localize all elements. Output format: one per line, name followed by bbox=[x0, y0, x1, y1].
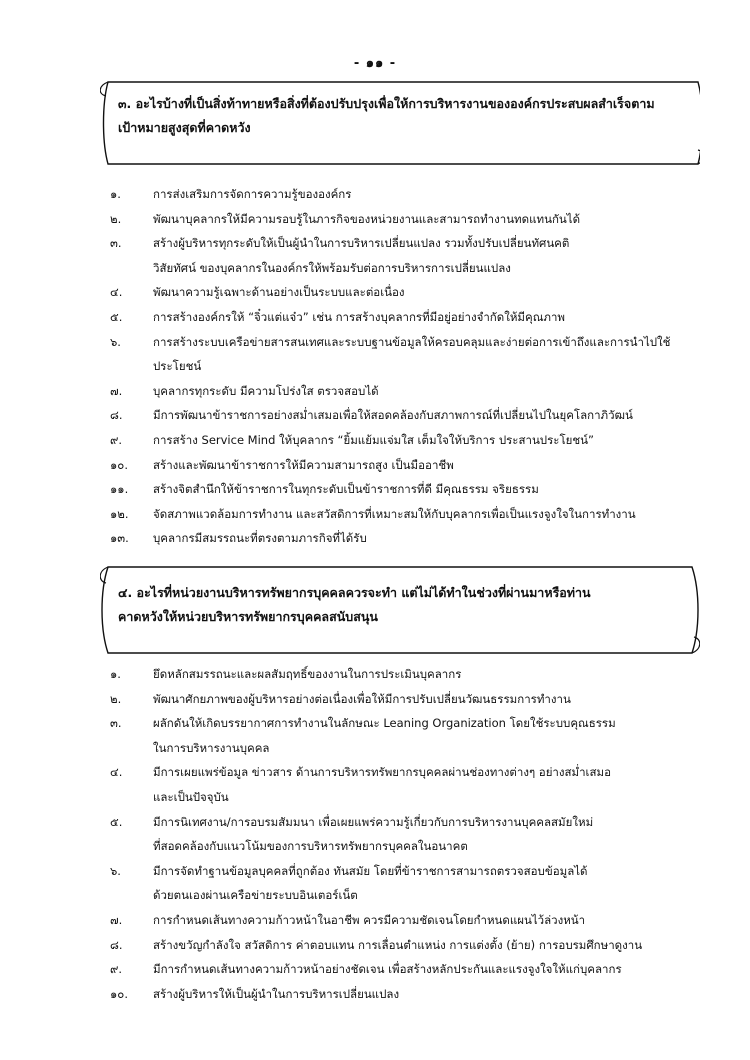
list-item bbox=[110, 526, 715, 551]
list-item bbox=[110, 207, 715, 232]
list-item bbox=[110, 662, 715, 687]
list-item bbox=[110, 687, 715, 712]
list-item bbox=[110, 859, 715, 908]
section3-heading-line2: เป้าหมายสูงสุดที่คาดหวัง bbox=[118, 120, 251, 135]
item-number: ๑๐. bbox=[110, 986, 128, 1001]
list-item bbox=[110, 403, 715, 428]
item-text-line: การส่งเสริมการจัดการความรู้ขององค์กร bbox=[153, 187, 352, 201]
item-number: ๙. bbox=[110, 962, 123, 977]
item-text-line: พัฒนาศักยภาพของผู้บริหารอย่างต่อเนื่องเพื่อให้มีการปรับเปลี่ยนวัฒนธรรมการทำงาน bbox=[153, 691, 571, 706]
item-text-line: ในการบริหารงานบุคคล bbox=[153, 740, 270, 755]
list-item bbox=[110, 760, 715, 809]
item-text-line: สร้างขวัญกำลังใจ สวัสดิการ ค่าตอบแทน การเลื่อนตำแหน่ง การแต่งตั้ง (ย้าย) การอบรมศึกษาดูงาน bbox=[153, 937, 643, 952]
item-number: ๕. bbox=[110, 814, 123, 829]
item-number: ๑๓. bbox=[110, 531, 129, 546]
list-item bbox=[110, 711, 715, 760]
item-number: ๑. bbox=[110, 187, 121, 201]
item-text-line: ผลักดันให้เกิดบรรยากาศการทำงานในลักษณะ Leaning Organization โดยใช้ระบบคุณธรรม bbox=[153, 716, 616, 731]
list-item bbox=[110, 280, 715, 305]
list-item bbox=[110, 379, 715, 404]
section3-list bbox=[110, 182, 715, 551]
item-number: ๙. bbox=[110, 432, 123, 447]
item-number: ๖. bbox=[110, 334, 121, 349]
item-number: ๑๐. bbox=[110, 457, 128, 472]
list-item bbox=[110, 305, 715, 330]
page-number: - ๑๑ - bbox=[353, 56, 397, 71]
list-item bbox=[110, 330, 715, 379]
item-number: ๘. bbox=[110, 408, 123, 423]
item-text-line: มีการนิเทศงาน/การอบรมสัมมนา เพื่อเผยแพร่ความรู้เกี่ยวกับการบริหารงานบุคคลสมัยใหม่ bbox=[153, 814, 594, 829]
item-text-line: พัฒนาความรู้เฉพาะด้านอย่างเป็นระบบและต่อเนื่อง bbox=[153, 285, 405, 300]
list-item bbox=[110, 182, 715, 207]
list-item bbox=[110, 231, 715, 280]
item-number: ๑๑. bbox=[110, 482, 129, 497]
item-text-line: มีการกำหนดเส้นทางความก้าวหน้าอย่างชัดเจน เพื่อสร้างหลักประกันและแรงจูงใจให้แก่บุคลากร bbox=[153, 962, 622, 977]
section3-heading-line1: ๓. อะไรบ้างที่เป็นสิ่งท้าทายหรือสิ่งที่ต้องปรับปรุงเพื่อให้การบริหารงานขององค์กรประสบผลสำเร็จตาม bbox=[118, 96, 655, 111]
item-text-line: สร้างผู้บริหารทุกระดับให้เป็นผู้นำในการบริหารเปลี่ยนแปลง รวมทั้งปรับเปลี่ยนทัศนคติ bbox=[153, 236, 570, 251]
item-text-line: สร้างจิตสำนึกให้ข้าราชการในทุกระดับเป็นข้าราชการที่ดี มีคุณธรรม จริยธรรม bbox=[153, 482, 539, 497]
item-text-line: จัดสภาพแวดล้อมการทำงาน และสวัสดิการที่เหมาะสมให้กับบุคลากรเพื่อเป็นแรงจูงใจในการทำงาน bbox=[153, 506, 636, 521]
item-number: ๔. bbox=[110, 765, 123, 780]
section3-heading bbox=[118, 92, 688, 140]
item-number: ๘. bbox=[110, 937, 123, 952]
item-text-line: การสร้าง Service Mind ให้บุคลากร “ยิ้มแย้มแจ่มใส เต็มใจให้บริการ ประสานประโยชน์” bbox=[153, 432, 594, 447]
item-text-line: ด้วยตนเองผ่านเครือข่ายระบบอินเตอร์เน็ต bbox=[153, 888, 358, 903]
item-text-line: สร้างผู้บริหารให้เป็นผู้นำในการบริหารเปลี่ยนแปลง bbox=[153, 986, 400, 1001]
list-item bbox=[110, 453, 715, 478]
item-number: ๓. bbox=[110, 716, 122, 731]
section4-heading bbox=[118, 581, 688, 629]
item-text-line: มีการพัฒนาข้าราชการอย่างสม่ำเสมอเพื่อให้สอดคล้องกับสภาพการณ์ที่เปลี่ยนไปในยุคโลกาภิวัฒน์ bbox=[153, 408, 633, 423]
list-item bbox=[110, 428, 715, 453]
section4-heading-line2: คาดหวังให้หน่วยบริหารทรัพยากรบุคคลสนับสนุน bbox=[118, 609, 378, 624]
item-number: ๓. bbox=[110, 236, 122, 251]
item-text-line: พัฒนาบุคลากรให้มีความรอบรู้ในภารกิจของหน่วยงานและสามารถทำงานทดแทนกันได้ bbox=[153, 211, 581, 226]
section4-heading-line1: ๔. อะไรที่หน่วยงานบริหารทรัพยากรบุคคลควรจะทำ แต่ไม่ได้ทำในช่วงที่ผ่านมาหรือท่าน bbox=[118, 585, 591, 600]
section4-heading-box bbox=[100, 565, 700, 655]
list-item bbox=[110, 810, 715, 859]
list-item bbox=[110, 908, 715, 933]
item-text-line: สร้างและพัฒนาข้าราชการให้มีความสามารถสูง เป็นมืออาชีพ bbox=[153, 457, 454, 472]
item-number: ๗. bbox=[110, 383, 123, 398]
item-text-line: การสร้างองค์กรให้ “จิ๋วแต่แจ๋ว” เช่น การสร้างบุคลากรที่มีอยู่อย่างจำกัดให้มีคุณภาพ bbox=[153, 309, 565, 324]
item-text-line: มีการเผยแพร่ข้อมูล ข่าวสาร ด้านการบริหารทรัพยากรบุคคลผ่านช่องทางต่างๆ อย่างสม่ำเสมอ bbox=[153, 765, 611, 780]
list-item bbox=[110, 957, 715, 982]
item-text-line: การกำหนดเส้นทางความก้าวหน้าในอาชีพ ควรมีความชัดเจนโดยกำหนดแผนไว้ล่วงหน้า bbox=[153, 912, 586, 927]
item-text-line: และเป็นปัจจุบัน bbox=[153, 789, 229, 804]
item-number: ๒. bbox=[110, 691, 122, 706]
item-number: ๖. bbox=[110, 863, 121, 878]
item-text-line: การสร้างระบบเครือข่ายสารสนเทศและระบบฐานข้อมูลให้ครอบคลุมและง่ายต่อการเข้าถึงและการนำไปใช้ bbox=[153, 334, 671, 349]
item-number: ๗. bbox=[110, 912, 123, 927]
list-item bbox=[110, 477, 715, 502]
item-text-line: บุคลากรมีสมรรถนะที่ตรงตามภารกิจที่ได้รับ bbox=[153, 531, 367, 546]
item-text-line: มีการจัดทำฐานข้อมูลบุคคลที่ถูกต้อง ทันสมัย โดยที่ข้าราชการสามารถตรวจสอบข้อมูลได้ bbox=[153, 863, 588, 878]
item-number: ๑. bbox=[110, 667, 121, 681]
list-item bbox=[110, 502, 715, 527]
item-text-line: บุคลากรทุกระดับ มีความโปร่งใส ตรวจสอบได้ bbox=[153, 383, 379, 398]
section4-list bbox=[110, 662, 715, 1006]
item-number: ๑๒. bbox=[110, 506, 129, 521]
section3-heading-box bbox=[100, 80, 700, 166]
item-number: ๔. bbox=[110, 285, 123, 300]
list-item bbox=[110, 933, 715, 958]
item-number: ๒. bbox=[110, 211, 122, 226]
item-text-line: ประโยชน์ bbox=[153, 359, 202, 374]
list-item bbox=[110, 982, 715, 1007]
item-number: ๕. bbox=[110, 309, 123, 324]
item-text-line: ยึดหลักสมรรถนะและผลสัมฤทธิ์ของงานในการประเมินบุคลากร bbox=[153, 667, 462, 681]
item-text-line: วิสัยทัศน์ ของบุคลากรในองค์กรให้พร้อมรับต่อการบริหารการเปลี่ยนแปลง bbox=[153, 260, 511, 275]
item-text-line: ที่สอดคล้องกับแนวโน้มของการบริหารทรัพยากรบุคคลในอนาคต bbox=[153, 839, 468, 854]
